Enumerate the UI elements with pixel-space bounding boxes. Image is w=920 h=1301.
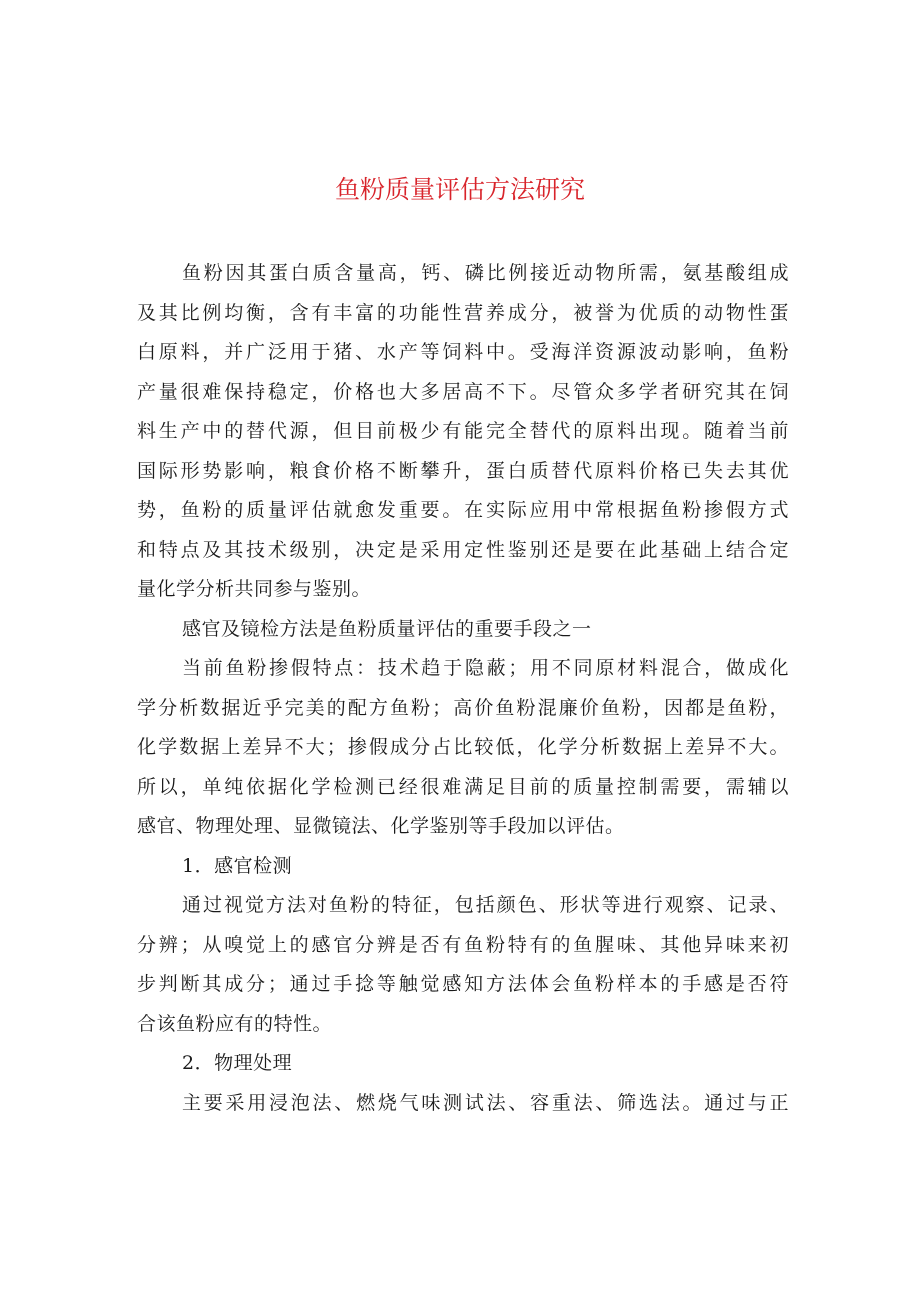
text-line: 量化学分析共同参与鉴别。 bbox=[137, 578, 372, 600]
text-line: 主要采用浸泡法、燃烧气味测试法、容重法、筛选法。通过与正 bbox=[182, 1091, 789, 1114]
text-line: 势，鱼粉的质量评估就愈发重要。在实际应用中常根据鱼粉掺假方式 bbox=[137, 499, 789, 521]
text-line: 产量很难保持稳定，价格也大多居高不下。尽管众多学者研究其在饲 bbox=[137, 380, 789, 403]
text-line: 步判断其成分；通过手捻等触觉感知方法体会鱼粉样本的手感是否符 bbox=[137, 973, 789, 995]
text-line: 国际形势影响，粮食价格不断攀升，蛋白质替代原料价格已失去其优 bbox=[137, 459, 789, 482]
text-line: 通过视觉方法对鱼粉的特征，包括颜色、形状等进行观察、记录、 bbox=[182, 894, 789, 916]
text-line: 鱼粉因其蛋白质含量高，钙、磷比例接近动物所需，氨基酸组成 bbox=[182, 262, 789, 284]
text-line: 化学数据上差异不大；掺假成分占比较低，化学分析数据上差异不大。 bbox=[137, 736, 789, 758]
text-line: 2．物理处理 bbox=[182, 1052, 293, 1074]
document-body bbox=[137, 254, 789, 1123]
text-line: 和特点及其技术级别，决定是采用定性鉴别还是要在此基础上结合定 bbox=[137, 538, 789, 561]
document-title: 鱼粉质量评估方法研究 bbox=[334, 175, 585, 204]
text-line: 感官及镜检方法是鱼粉质量评估的重要手段之一 bbox=[182, 617, 592, 640]
text-line: 及其比例均衡，含有丰富的功能性营养成分，被誉为优质的动物性蛋 bbox=[137, 301, 789, 324]
text-line: 感官、物理处理、显微镜法、化学鉴别等手段加以评估。 bbox=[137, 815, 625, 837]
text-line: 合该鱼粉应有的特性。 bbox=[137, 1012, 333, 1035]
text-line: 学分析数据近乎完美的配方鱼粉；高价鱼粉混廉价鱼粉，因都是鱼粉， bbox=[137, 696, 789, 719]
text-line: 1．感官检测 bbox=[182, 854, 293, 877]
text-line: 分辨；从嗅觉上的感官分辨是否有鱼粉特有的鱼腥味、其他异味来初 bbox=[137, 933, 789, 956]
text-line: 料生产中的替代源，但目前极少有能完全替代的原料出现。随着当前 bbox=[137, 420, 789, 442]
text-line: 所以，单纯依据化学检测已经很难满足目前的质量控制需要，需辅以 bbox=[137, 775, 789, 798]
text-line: 白原料，并广泛用于猪、水产等饲料中。受海洋资源波动影响，鱼粉 bbox=[137, 341, 789, 363]
text-line: 当前鱼粉掺假特点：技术趋于隐蔽；用不同原材料混合，做成化 bbox=[182, 657, 789, 679]
